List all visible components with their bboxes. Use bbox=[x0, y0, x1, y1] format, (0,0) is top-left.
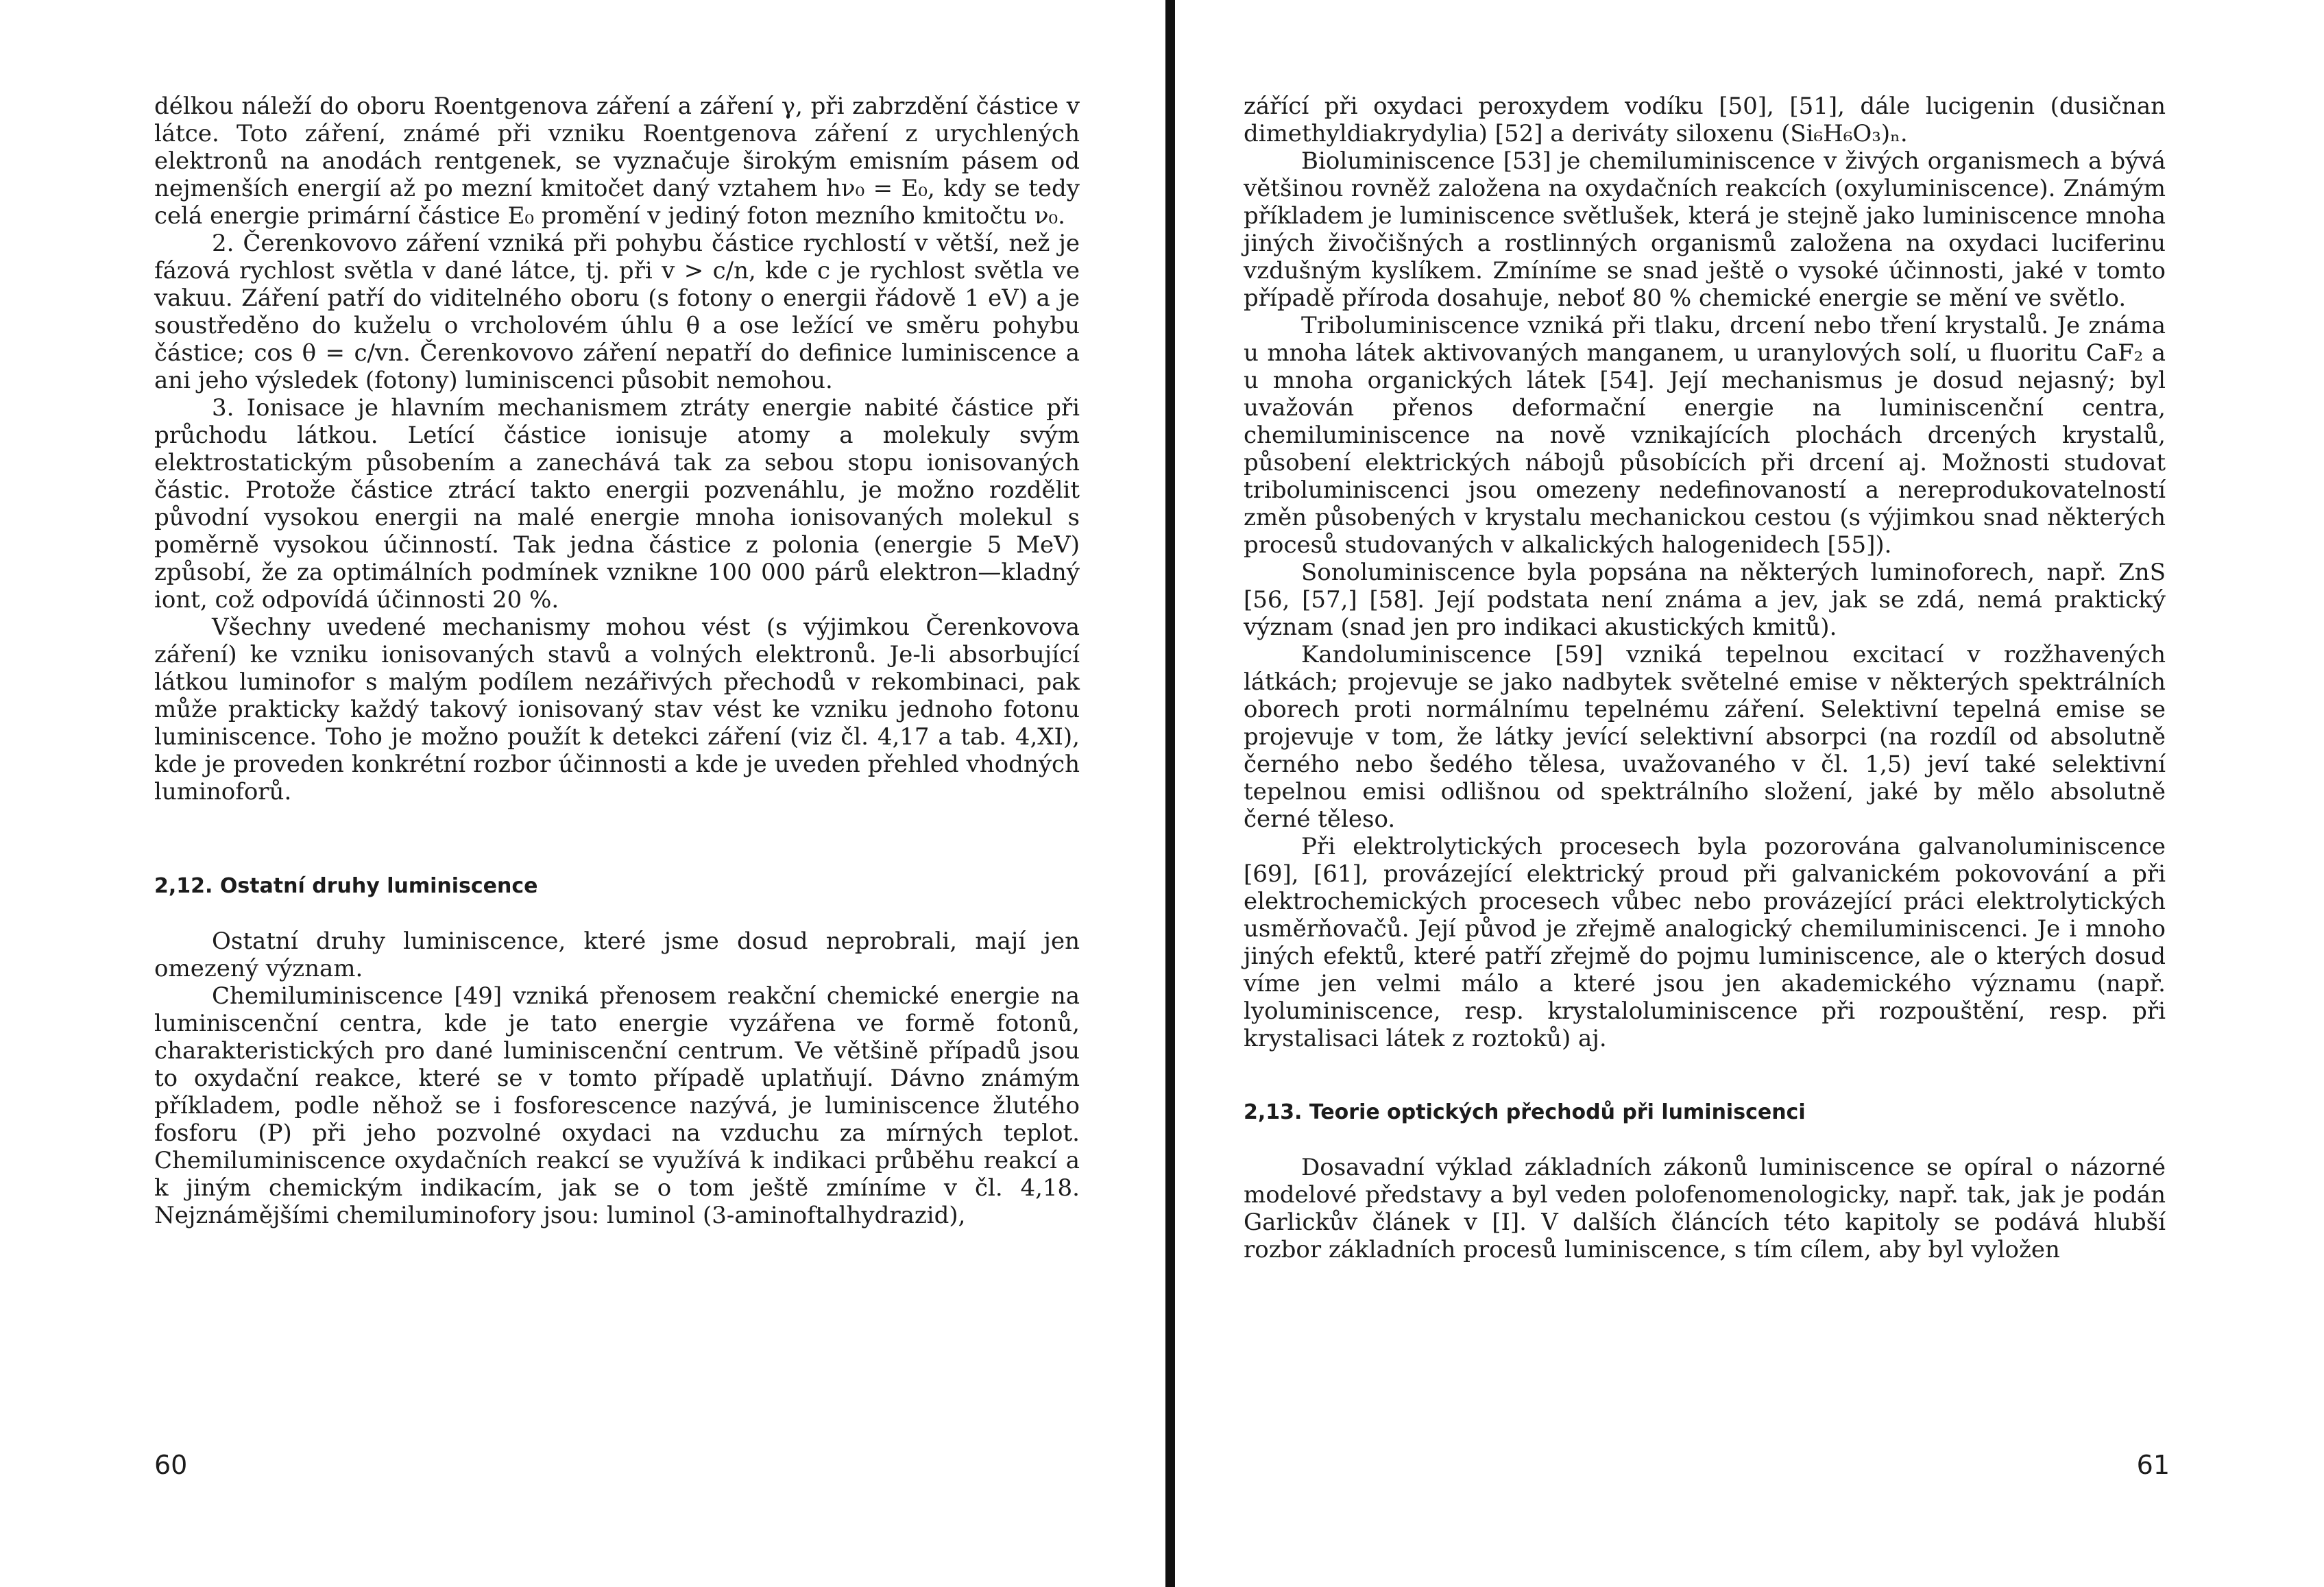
right-page bbox=[1175, 0, 2324, 1587]
section-heading: 2,13. Teorie optických přechodů při luminiscenci bbox=[1244, 1100, 1806, 1124]
paragraph: Při elektrolytických procesech byla pozorována galvanoluminiscence [69], [61], provázející elektrický proud při galvanickém pokovování a při elektrochemických procesech vůbec nebo provázející práci elektrolytických usměrňovačů. Její původ je zřejmě analogický chemiluminiscenci. Je i mnoho jiných efektů, které patří zřejmě do pojmu luminiscence, ale o kterých dosud víme jen velmi málo a které jsou jen akademického významu (např. lyoluminiscence, resp. krystaloluminiscence při rozpouštění, resp. při krystalisaci látek z roztoků) aj. bbox=[1244, 833, 2166, 1052]
paragraph: Ostatní druhy luminiscence, které jsme dosud neprobrali, mají jen omezený význam. bbox=[154, 928, 1080, 982]
paragraph: 3. Ionisace je hlavním mechanismem ztráty energie nabité částice při průchodu látkou. Letící částice ionisuje atomy a molekuly svým elektrostatickým působením a zanechává tak za sebou stopu ionisovaných částic. Protože částice ztrácí takto energii pozvenáhlu, je možno rozdělit původní vysokou energii na malé energie mnoha ionisovaných molekul s poměrně vysokou účinností. Tak jedna částice z polonia (energie 5 MeV) způsobí, že za optimálních podmínek vznikne 100 000 párů elektron—kladný iont, což odpovídá účinnosti 20 %. bbox=[154, 394, 1080, 614]
page-number: 61 bbox=[2136, 1450, 2170, 1480]
paragraph: Sonoluminiscence byla popsána na některých luminoforech, např. ZnS [56, [57,] [58]. Její podstata není známa a jev, jak se zdá, nemá praktický význam (snad jen pro indikaci akustických kmitů). bbox=[1244, 559, 2166, 641]
paragraph: Chemiluminiscence [49] vzniká přenosem reakční chemické energie na luminiscenční centra, kde je tato energie vyzářena ve formě fotonů, charakteristických pro dané luminiscenční centrum. Ve většině případů jsou to oxydační reakce, které se v tomto případě uplatňují. Dávno známým příkladem, podle něhož se i fosforescence nazývá, je luminiscence žlutého fosforu (P) při jeho pozvolné oxydaci na vzduchu za mírných teplot. Chemiluminiscence oxydačních reakcí se využívá k indikaci průběhu reakcí a k jiným chemickým indikacím, jak se o tom ještě zmíníme v čl. 4,18. Nejznámějšími chemiluminofory jsou: luminol (3-aminoftalhydrazid), bbox=[154, 982, 1080, 1229]
paragraph: Triboluminiscence vzniká při tlaku, drcení nebo tření krystalů. Je známa u mnoha látek aktivovaných manganem, u uranylových solí, u fluoritu CaF₂ a u mnoha organických látek [54]. Její mechanismus je dosud nejasný; byl uvažován přenos deformační energie na luminiscenční centra, chemiluminiscence na nově vznikajících plochách drcených krystalů, působení elektrických nábojů působících při drcení aj. Možnosti studovat triboluminiscenci jsou omezeny nedefinovaností a nereprodukovatelností změn působených v krystalu mechanickou cestou (s výjimkou snad některých procesů studovaných v alkalických halogenidech [55]). bbox=[1244, 312, 2166, 559]
book-binding-divider bbox=[1165, 0, 1175, 1587]
paragraph: Všechny uvedené mechanismy mohou vést (s výjimkou Čerenkovova záření) ke vzniku ionisovaných stavů a volných elektronů. Je-li absorbující látkou luminofor s malým podílem nezářivých přechodů v rekombinaci, pak může prakticky každý takový ionisovaný stav vést ke vzniku jednoho fotonu luminiscence. Toho je možno použít k detekci záření (viz čl. 4,17 a tab. 4,XI), kde je proveden konkrétní rozbor účinnosti a kde je uveden přehled vhodných luminoforů. bbox=[154, 614, 1080, 805]
left-text-column bbox=[154, 93, 1080, 1229]
right-text-column bbox=[1244, 93, 2166, 1263]
paragraph: Kandoluminiscence [59] vzniká tepelnou excitací v rozžhavených látkách; projevuje se jako nadbytek světelné emise v některých spektrálních oborech proti normálnímu tepelnému záření. Selektivní tepelná emise se projevuje v tom, že látky jevící selektivní absorpci (na rozdíl od absolutně černého nebo šedého tělesa, uvažovaného v čl. 1,5) jeví také selektivní tepelnou emisi odlišnou od spektrálního složení, jaké by mělo absolutně černé těleso. bbox=[1244, 641, 2166, 833]
paragraph: 2. Čerenkovovo záření vzniká při pohybu částice rychlostí v větší, než je fázová rychlost světla v dané látce, tj. při v > c/n, kde c je rychlost světla ve vakuu. Záření patří do viditelného oboru (s fotony o energii řádově 1 eV) a je soustředěno do kuželu o vrcholovém úhlu θ a ose ležící ve směru pohybu částice; cos θ = c/vn. Čerenkovovo záření nepatří do definice luminiscence a ani jeho výsledek (fotony) luminiscenci působit nemohou. bbox=[154, 230, 1080, 394]
paragraph: Bioluminiscence [53] je chemiluminiscence v živých organismech a bývá většinou rovněž založena na oxydačních reakcích (oxyluminiscence). Známým příkladem je luminiscence světlušek, která je stejně jako luminiscence mnoha jiných živočišných a rostlinných organismů založena na oxydaci luciferinu vzdušným kyslíkem. Zmíníme se snad ještě o vysoké účinnosti, jaké v tomto případě příroda dosahuje, neboť 80 % chemické energie se mění ve světlo. bbox=[1244, 147, 2166, 312]
paragraph: délkou náleží do oboru Roentgenova záření a záření γ, při zabrzdění částice v látce. Toto záření, známé při vzniku Roentgenova záření z urychlených elektronů na anodách rentgenek, se vyznačuje širokým emisním pásem od nejmenších energií až po mezní kmitočet daný vztahem hν₀ = E₀, kdy se tedy celá energie primární částice E₀ promění v jediný foton mezního kmitočtu ν₀. bbox=[154, 93, 1080, 230]
paragraph: Dosavadní výklad základních zákonů luminiscence se opíral o názorné modelové představy a byl veden polofenomenologicky, např. tak, jak je podán Garlickův článek v [I]. V dalších článcích této kapitoly se podává hlubší rozbor základních procesů luminiscence, s tím cílem, aby byl vyložen bbox=[1244, 1154, 2166, 1263]
page-number: 60 bbox=[154, 1450, 188, 1480]
paragraph: zářící při oxydaci peroxydem vodíku [50], [51], dále lucigenin (dusičnan dimethyldiakrydylia) [52] a deriváty siloxenu (Si₆H₆O₃)ₙ. bbox=[1244, 93, 2166, 147]
section-heading: 2,12. Ostatní druhy luminiscence bbox=[154, 874, 538, 898]
